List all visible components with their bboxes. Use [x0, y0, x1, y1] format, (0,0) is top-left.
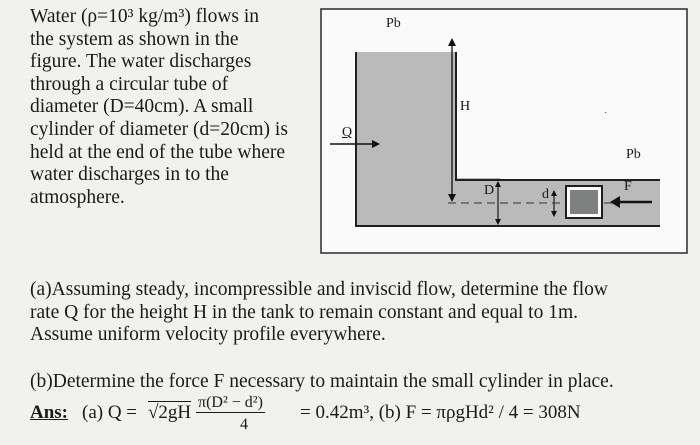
d-small-label: d	[542, 187, 549, 202]
pb-top-label: Pb	[386, 16, 401, 31]
tank-figure	[320, 8, 688, 254]
problem-line: water discharges in to the	[30, 164, 229, 186]
problem-line: figure. The water discharges	[30, 51, 252, 73]
q-label: Q	[342, 125, 353, 140]
answer-a-prefix: (a) Q =	[82, 402, 138, 423]
h-label: H	[460, 99, 471, 114]
part-a-question	[30, 279, 608, 347]
part-a-line: (a)Assuming steady, incompressible and inviscid flow, determine the flow	[30, 279, 609, 300]
problem-statement	[30, 6, 320, 209]
part-a-line: Assume uniform velocity profile everywhere.	[30, 324, 386, 346]
answer-line	[30, 394, 670, 437]
answer-fraction-numerator: π(D² − d²)	[198, 394, 263, 411]
part-a-line: rate Q for the height H in the tank to remain constant and equal to 1m.	[30, 301, 579, 323]
stray-mark: ˙	[604, 111, 608, 122]
answer-label: Ans:	[30, 402, 69, 423]
d-big-label: D	[484, 183, 495, 198]
answer-fraction-denominator: 4	[240, 416, 248, 433]
problem-line: Water (ρ=10³ kg/m³) flows in	[30, 6, 260, 27]
problem-line: through a circular tube of	[30, 73, 229, 95]
cylinder-inner	[570, 190, 598, 214]
part-b-question: (b)Determine the force F necessary to maintain the small cylinder in place.	[30, 371, 614, 392]
answer-sqrt: √2gH	[148, 402, 192, 423]
problem-line: the system as shown in the	[30, 28, 239, 50]
f-label: F	[624, 179, 632, 194]
problem-line: atmosphere.	[30, 186, 125, 208]
tank-diagram	[320, 8, 688, 254]
pb-right-label: Pb	[626, 147, 641, 162]
problem-line: diameter (D=40cm). A small	[30, 96, 254, 118]
answer-result: = 0.42m³, (b) F = πρgHd² / 4 = 308N	[300, 402, 581, 423]
problem-line: held at the end of the tube where	[30, 141, 286, 163]
problem-line: cylinder of diameter (d=20cm) is	[30, 118, 288, 140]
